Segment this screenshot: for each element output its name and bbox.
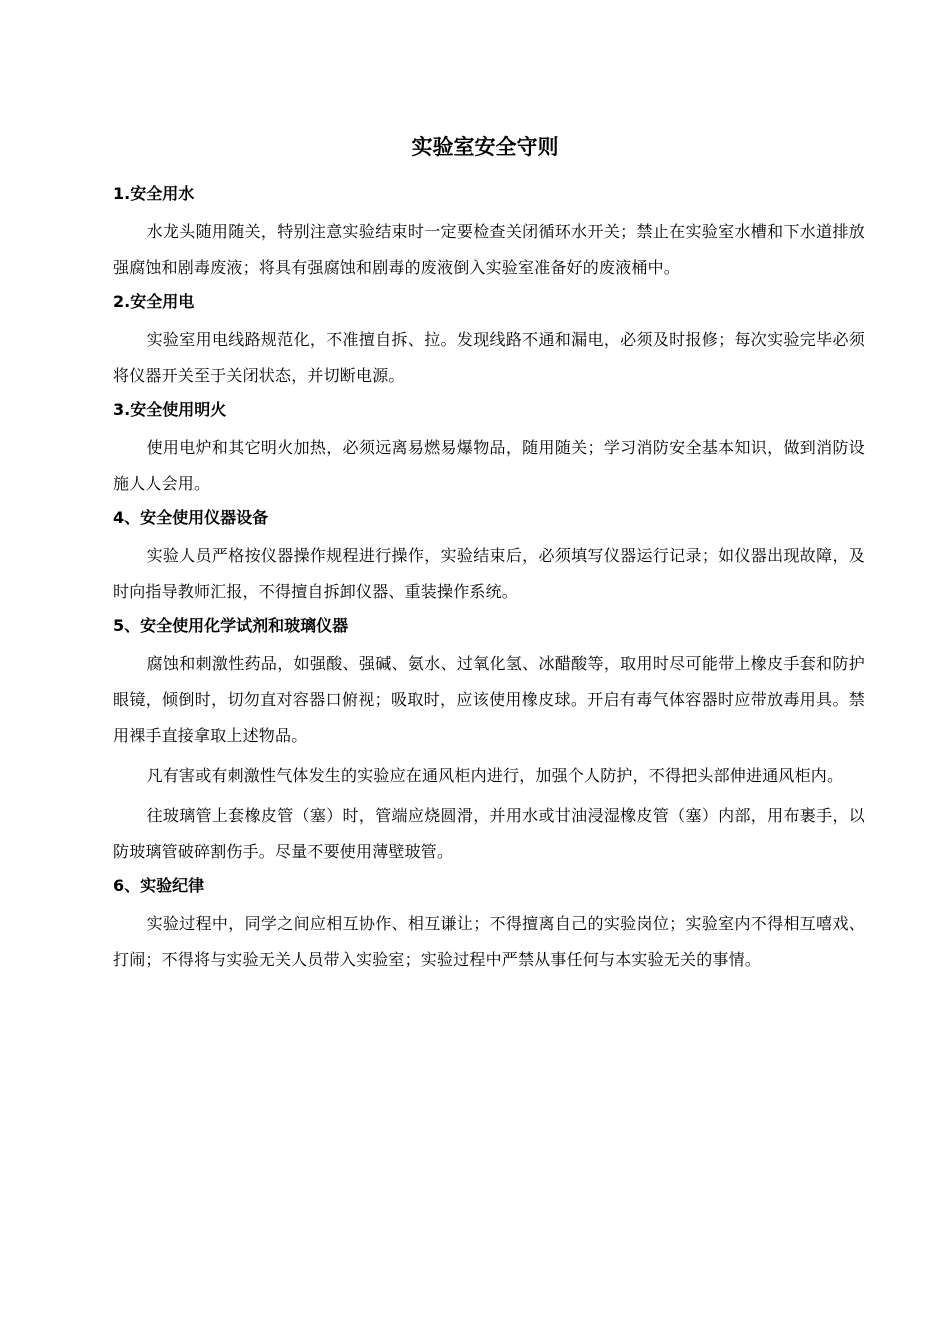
- section-water: [113, 182, 865, 286]
- section-paragraph: 水龙头随用随关，特别注意实验结束时一定要检查关闭循环水开关；禁止在实验室水槽和下水道排放强腐蚀和剧毒废液；将具有强腐蚀和剧毒的废液倒入实验室准备好的废液桶中。: [113, 222, 865, 277]
- section-instruments: [113, 506, 865, 610]
- section-paragraph: 实验室用电线路规范化，不准擅自拆、拉。发现线路不通和漏电，必须及时报修；每次实验完毕必须将仪器开关至于关闭状态，并切断电源。: [113, 330, 865, 385]
- section-chemicals-glassware: [113, 614, 865, 870]
- section-discipline: [113, 874, 865, 978]
- section-heading: 6、实验纪律: [113, 876, 205, 895]
- section-heading: 2.安全用电: [113, 292, 195, 311]
- section-paragraph: 实验人员严格按仪器操作规程进行操作，实验结束后，必须填写仪器运行记录；如仪器出现故障，及时向指导教师汇报，不得擅自拆卸仪器、重装操作系统。: [113, 546, 865, 601]
- section-paragraph: 往玻璃管上套橡皮管（塞）时，管端应烧圆滑，并用水或甘油浸湿橡皮管（塞）内部，用布裹手，以防玻璃管破碎割伤手。尽量不要使用薄壁玻管。: [113, 806, 865, 861]
- document-body: [113, 182, 865, 982]
- section-heading: 1.安全用水: [113, 184, 195, 203]
- section-electricity: [113, 290, 865, 394]
- page-title: 实验室安全守则: [411, 135, 559, 159]
- section-heading: 3.安全使用明火: [113, 400, 227, 419]
- section-paragraph: 凡有害或有刺激性气体发生的实验应在通风柜内进行，加强个人防护，不得把头部伸进通风柜内。: [146, 766, 844, 785]
- section-paragraph: 腐蚀和刺激性药品，如强酸、强碱、氨水、过氧化氢、冰醋酸等，取用时尽可能带上橡皮手套和防护眼镜，倾倒时，切勿直对容器口俯视；吸取时，应该使用橡皮球。开启有毒气体容器时应带放毒用具。禁用裸手直接拿取上述物品。: [113, 654, 865, 745]
- section-open-fire: [113, 398, 865, 502]
- section-heading: 5、安全使用化学试剂和玻璃仪器: [113, 616, 349, 635]
- section-paragraph: 实验过程中，同学之间应相互协作、相互谦让；不得擅离自己的实验岗位；实验室内不得相互嘻戏、打闹；不得将与实验无关人员带入实验室；实验过程中严禁从事任何与本实验无关的事情。: [113, 914, 865, 969]
- section-paragraph: 使用电炉和其它明火加热，必须远离易燃易爆物品，随用随关；学习消防安全基本知识，做到消防设施人人会用。: [113, 438, 865, 493]
- section-heading: 4、安全使用仪器设备: [113, 508, 269, 527]
